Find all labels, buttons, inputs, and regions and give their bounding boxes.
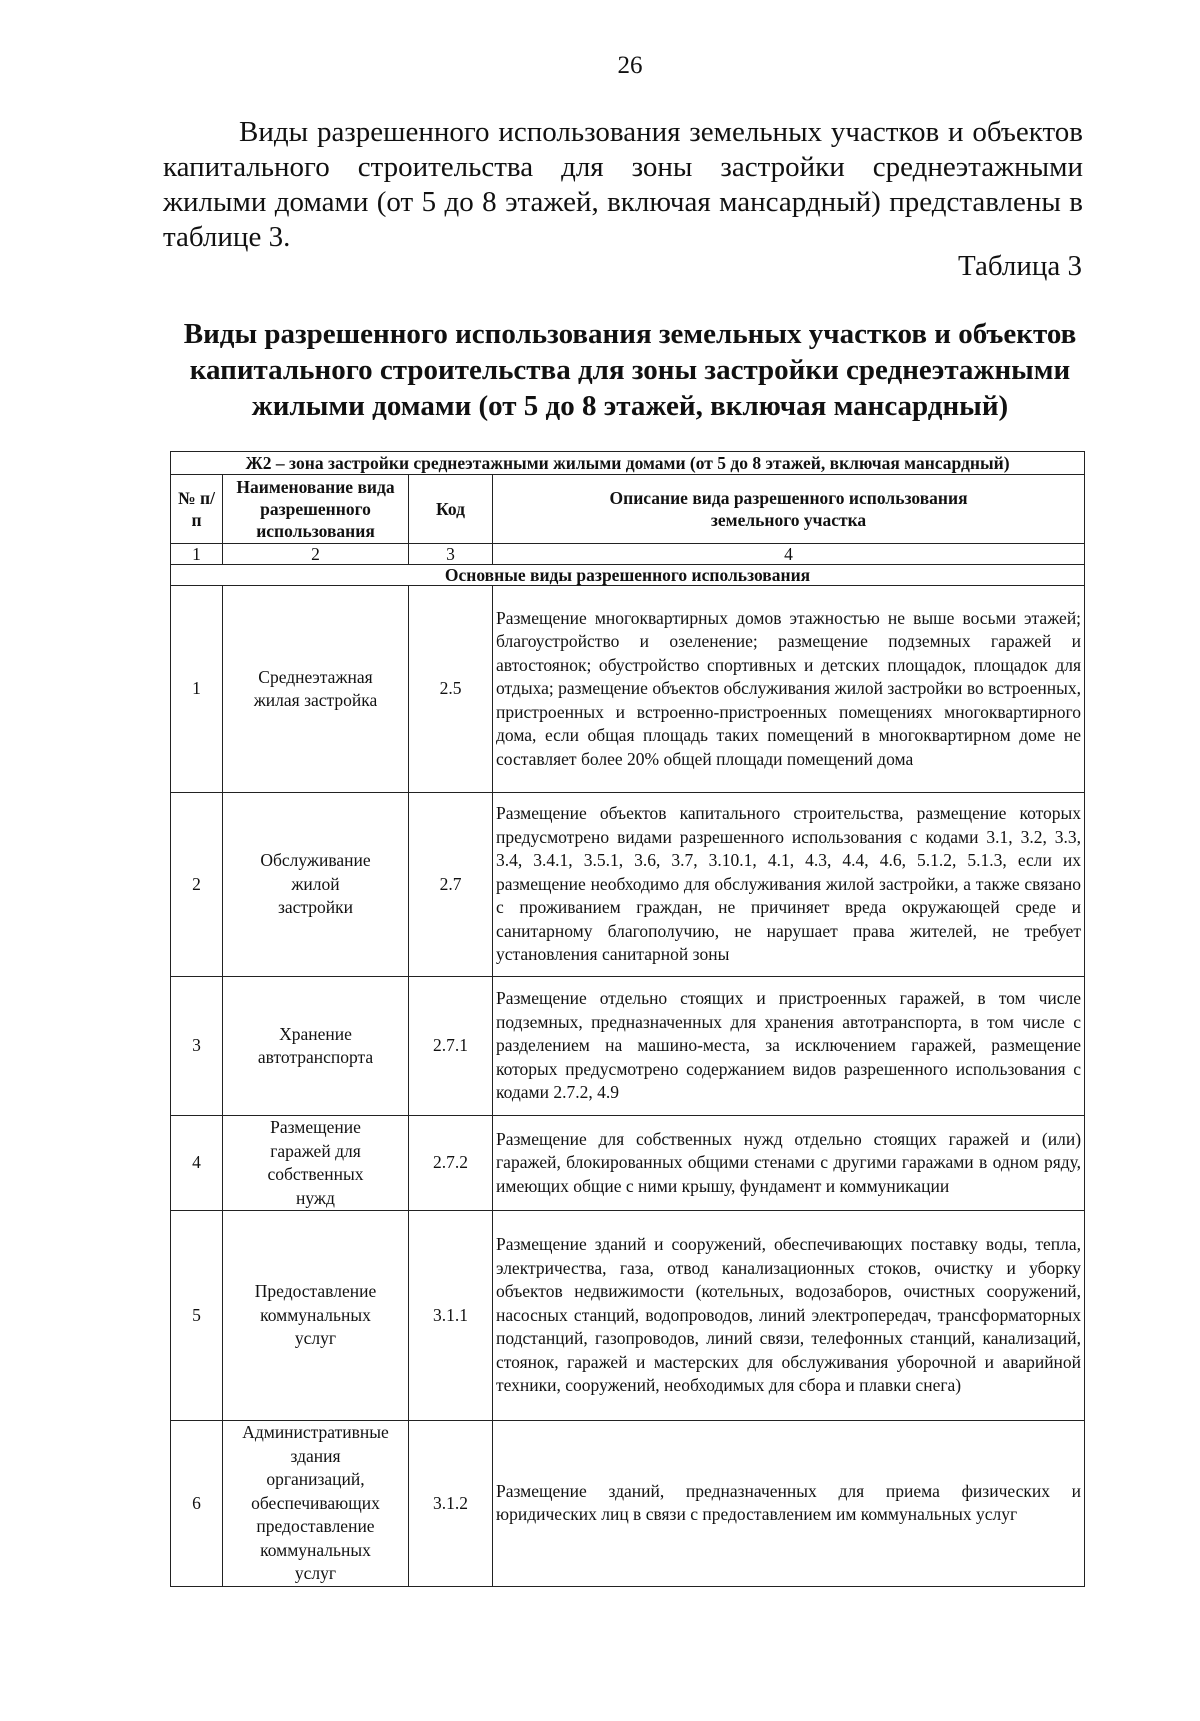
row-code: 2.7 <box>409 793 493 977</box>
row-name: Среднеэтажная жилая застройка <box>223 586 409 793</box>
row-num: 2 <box>171 793 223 977</box>
row-name: Хранение автотранспорта <box>223 977 409 1116</box>
header-code: Код <box>409 475 493 544</box>
row-num: 3 <box>171 977 223 1116</box>
section-title: Основные виды разрешенного использования <box>171 565 1085 586</box>
page-number: 26 <box>617 52 643 79</box>
zone-header-row <box>171 452 1085 475</box>
column-number: 3 <box>409 544 493 565</box>
row-name: Обслуживание жилой застройки <box>223 793 409 977</box>
column-number: 1 <box>171 544 223 565</box>
table-row <box>171 1421 1085 1587</box>
row-name: Предоставление коммунальных услуг <box>223 1211 409 1421</box>
row-name: Размещение гаражей для собственных нужд <box>223 1116 409 1211</box>
header-name: Наименование вида разрешенного использования <box>223 475 409 544</box>
row-code: 2.5 <box>409 586 493 793</box>
row-description: Размещение многоквартирных домов этажностью не выше восьми этажей; благоустройство и озеленение; размещение подземных гаражей и автостоянок; обустройство спортивных и детских площадок, площадок для отдыха; размещение объектов обслуживания жилой застройки во встроенных, пристроенных и встроенно-пристроенных помещениях многоквартирного дома, если общая площадь таких помещений в многоквартирном доме не составляет более 20% общей площади помещений дома <box>493 586 1085 793</box>
table-row <box>171 793 1085 977</box>
table-row <box>171 1116 1085 1211</box>
row-num: 1 <box>171 586 223 793</box>
row-description: Размещение отдельно стоящих и пристроенных гаражей, в том числе подземных, предназначенных для хранения автотранспорта, в том числе с разделением на машино-места, за исключением гаражей, размещение которых предусмотрено содержанием видов разрешенного использования с кодами 2.7.2, 4.9 <box>493 977 1085 1116</box>
row-description: Размещение для собственных нужд отдельно стоящих гаражей и (или) гаражей, блокированных общими стенами с другими гаражами в одном ряду, имеющих общие с ними крышу, фундамент и коммуникации <box>493 1116 1085 1211</box>
table-title: Виды разрешенного использования земельных участков и объектов капитального строительства для зоны застройки среднеэтажными жилыми домами (от 5 до 8 этажей, включая мансардный) <box>183 318 1077 422</box>
row-num: 6 <box>171 1421 223 1587</box>
table-row <box>171 1211 1085 1421</box>
header-desc: Описание вида разрешенного использования земельного участка <box>493 475 1085 544</box>
row-description: Размещение зданий и сооружений, обеспечивающих поставку воды, тепла, электричества, газа, отвод канализационных стоков, очистку и уборку объектов недвижимости (котельных, водозаборов, очистных сооружений, насосных станций, водопроводов, линий электропередач, трансформаторных подстанций, газопроводов, линий связи, телефонных станций, канализаций, стоянок, гаражей и мастерских для обслуживания уборочной и аварийной техники, сооружений, необходимых для сбора и плавки снега) <box>493 1211 1085 1421</box>
row-code: 3.1.1 <box>409 1211 493 1421</box>
section-row <box>171 565 1085 586</box>
zone-header: Ж2 – зона застройки среднеэтажными жилыми домами (от 5 до 8 этажей, включая мансардный) <box>171 452 1085 475</box>
intro-paragraph: Виды разрешенного использования земельных участков и объектов капитального строительства для зоны застройки среднеэтажными жилыми домами (от 5 до 8 этажей, включая мансардный) представлены в таблице 3. <box>163 116 1083 253</box>
row-num: 5 <box>171 1211 223 1421</box>
column-number-row <box>171 544 1085 565</box>
row-code: 2.7.1 <box>409 977 493 1116</box>
land-use-table <box>170 451 1085 1587</box>
row-description: Размещение зданий, предназначенных для приема физических и юридических лиц в связи с предоставлением им коммунальных услуг <box>493 1421 1085 1587</box>
header-num: № п/п <box>171 475 223 544</box>
column-number: 2 <box>223 544 409 565</box>
column-number: 4 <box>493 544 1085 565</box>
table-label: Таблица 3 <box>957 250 1082 282</box>
row-code: 3.1.2 <box>409 1421 493 1587</box>
column-header-row <box>171 475 1085 544</box>
row-num: 4 <box>171 1116 223 1211</box>
row-code: 2.7.2 <box>409 1116 493 1211</box>
table-row <box>171 586 1085 793</box>
row-name: Административные здания организаций, обеспечивающих предоставление коммунальных услуг <box>223 1421 409 1587</box>
table-row <box>171 977 1085 1116</box>
row-description: Размещение объектов капитального строительства, размещение которых предусмотрено видами разрешенного использования с кодами 3.1, 3.2, 3.3, 3.4, 3.4.1, 3.5.1, 3.6, 3.7, 3.10.1, 4.1, 4.3, 4.4, 4.6, 5.1.2, 5.1.3, если их размещение необходимо для обслуживания жилой застройки, а также связано с проживанием граждан, не причиняет вреда окружающей среде и санитарному благополучию, не нарушает права жителей, не требует установления санитарной зоны <box>493 793 1085 977</box>
